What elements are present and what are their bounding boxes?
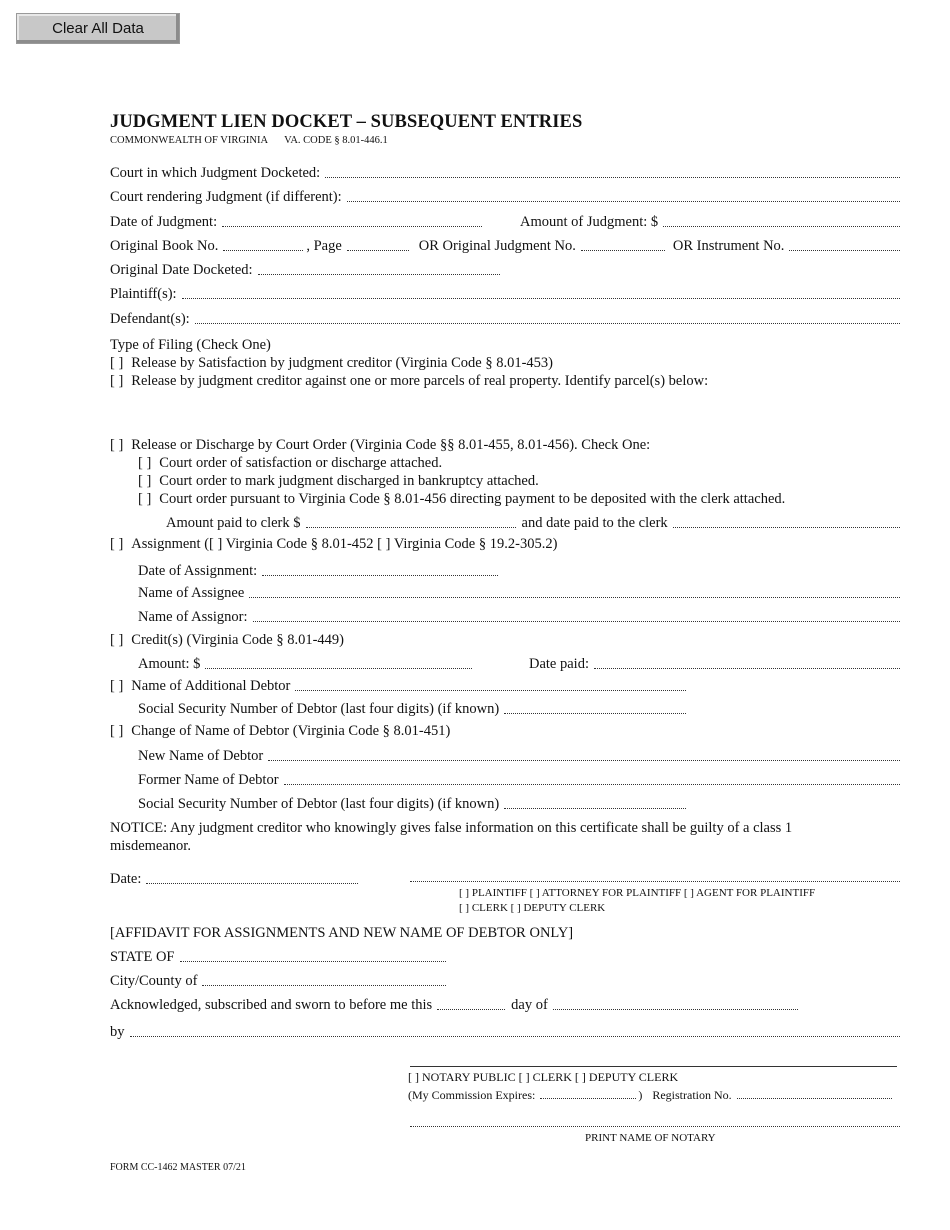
city-county-row xyxy=(110,973,446,990)
by-field[interactable] xyxy=(130,1033,901,1037)
date-paid-row xyxy=(529,656,900,673)
signature-date-label: Date: xyxy=(110,871,142,887)
city-county-field[interactable] xyxy=(202,982,446,986)
day-of-label: day of xyxy=(511,997,548,1013)
court-order-pursuant-checkbox[interactable]: [ ] xyxy=(138,491,152,507)
commission-row xyxy=(408,1088,892,1103)
amount-field[interactable] xyxy=(205,665,472,669)
defendants-row xyxy=(110,311,900,328)
court-rendering-label: Court rendering Judgment (if different): xyxy=(110,189,342,205)
court-order-satisfaction-label: Court order of satisfaction or discharge attached. xyxy=(159,455,443,471)
registration-field[interactable] xyxy=(737,1095,892,1099)
commonwealth-label: COMMONWEALTH OF VIRGINIA xyxy=(110,135,269,146)
former-name-row xyxy=(138,772,900,789)
original-judgment-field[interactable] xyxy=(581,247,665,251)
court-docketed-row xyxy=(110,165,900,182)
page-subtitle xyxy=(110,135,388,146)
ssn-row-2 xyxy=(138,796,686,813)
commission-field[interactable] xyxy=(540,1095,636,1099)
date-paid-field[interactable] xyxy=(594,665,900,669)
court-rendering-field[interactable] xyxy=(347,198,900,202)
form-footer: FORM CC-1462 MASTER 07/21 xyxy=(110,1162,246,1173)
change-name-checkbox[interactable]: [ ] xyxy=(110,723,124,739)
court-order-bankruptcy-checkbox[interactable]: [ ] xyxy=(138,473,152,489)
name-of-assignor-row xyxy=(138,609,900,626)
signer-roles-row-1[interactable]: [ ] PLAINTIFF [ ] ATTORNEY FOR PLAINTIFF [ ] AGENT FOR PLAINTIFF xyxy=(459,887,816,899)
new-name-row xyxy=(138,748,900,765)
former-name-label: Former Name of Debtor xyxy=(138,772,279,788)
acknowledged-row xyxy=(110,997,798,1014)
date-of-judgment-field[interactable] xyxy=(222,223,482,227)
court-order-satisfaction-row xyxy=(138,455,442,472)
court-order-bankruptcy-label: Court order to mark judgment discharged in bankruptcy attached. xyxy=(159,473,539,489)
court-order-pursuant-row xyxy=(138,491,785,508)
clear-all-data-button[interactable]: Clear All Data xyxy=(16,13,180,44)
release-satisfaction-row xyxy=(110,355,553,372)
court-docketed-label: Court in which Judgment Docketed: xyxy=(110,165,321,181)
date-paid-clerk-field[interactable] xyxy=(673,524,900,528)
amount-of-judgment-row xyxy=(520,214,900,231)
plaintiffs-label: Plaintiff(s): xyxy=(110,286,177,302)
date-paid-label: Date paid: xyxy=(529,656,589,672)
court-order-satisfaction-checkbox[interactable]: [ ] xyxy=(138,455,152,471)
page-title: JUDGMENT LIEN DOCKET – SUBSEQUENT ENTRIES xyxy=(110,112,583,132)
affidavit-heading: [AFFIDAVIT FOR ASSIGNMENTS AND NEW NAME OF DEBTOR ONLY] xyxy=(110,925,574,941)
notice-line-2: misdemeanor. xyxy=(110,838,191,854)
page-field[interactable] xyxy=(347,247,409,251)
by-label: by xyxy=(110,1024,125,1040)
assignment-checkbox[interactable]: [ ] xyxy=(110,536,124,552)
original-date-docketed-label: Original Date Docketed: xyxy=(110,262,253,278)
original-book-field[interactable] xyxy=(223,247,303,251)
notary-roles[interactable]: [ ] NOTARY PUBLIC [ ] CLERK [ ] DEPUTY CLERK xyxy=(408,1070,679,1084)
additional-debtor-checkbox[interactable]: [ ] xyxy=(110,678,124,694)
state-of-label: STATE OF xyxy=(110,949,175,965)
notary-signature-line[interactable] xyxy=(410,1066,897,1067)
registration-label: Registration No. xyxy=(652,1088,732,1102)
ssn-row-1 xyxy=(138,701,686,718)
assignment-label: Assignment ([ ] Virginia Code § 8.01-452 [ ] Virginia Code § 19.2-305.2) xyxy=(131,536,558,552)
commission-close: ) xyxy=(638,1088,643,1102)
instrument-field[interactable] xyxy=(789,247,900,251)
release-satisfaction-checkbox[interactable]: [ ] xyxy=(110,355,124,371)
filing-heading: Type of Filing (Check One) xyxy=(110,337,271,353)
amount-paid-clerk-field[interactable] xyxy=(306,524,516,528)
city-county-label: City/County of xyxy=(110,973,198,989)
credits-row xyxy=(110,632,344,649)
date-of-judgment-row xyxy=(110,214,482,231)
acknowledged-label: Acknowledged, subscribed and sworn to before me this xyxy=(110,997,433,1013)
original-date-docketed-field[interactable] xyxy=(258,271,500,275)
acknowledged-day-field[interactable] xyxy=(437,1006,505,1010)
by-row xyxy=(110,1024,900,1041)
release-parcels-label: Release by judgment creditor against one or more parcels of real property. Identify parcel(s) below: xyxy=(131,373,709,389)
notary-name-line[interactable] xyxy=(410,1126,900,1127)
ssn-field-2[interactable] xyxy=(504,805,686,809)
credits-checkbox[interactable]: [ ] xyxy=(110,632,124,648)
code-label: VA. CODE § 8.01-446.1 xyxy=(284,135,388,146)
date-of-judgment-label: Date of Judgment: xyxy=(110,214,218,230)
amount-of-judgment-field[interactable] xyxy=(663,223,900,227)
release-satisfaction-label: Release by Satisfaction by judgment creditor (Virginia Code § 8.01-453) xyxy=(131,355,553,371)
signature-line[interactable] xyxy=(410,881,900,882)
name-of-assignor-field[interactable] xyxy=(253,618,900,622)
release-parcels-checkbox[interactable]: [ ] xyxy=(110,373,124,389)
additional-debtor-row xyxy=(110,678,686,695)
original-book-row xyxy=(110,238,900,255)
ssn-label-1: Social Security Number of Debtor (last four digits) (if known) xyxy=(138,701,500,717)
amount-paid-clerk-label: Amount paid to clerk $ xyxy=(166,515,301,531)
court-rendering-row xyxy=(110,189,900,206)
acknowledged-month-field[interactable] xyxy=(553,1006,798,1010)
ssn-label-2: Social Security Number of Debtor (last four digits) (if known) xyxy=(138,796,500,812)
name-of-assignee-row xyxy=(138,585,900,602)
change-name-label: Change of Name of Debtor (Virginia Code § 8.01-451) xyxy=(131,723,451,739)
signer-roles-row-2[interactable]: [ ] CLERK [ ] DEPUTY CLERK xyxy=(459,902,606,914)
change-name-row xyxy=(110,723,450,740)
print-name-label: PRINT NAME OF NOTARY xyxy=(585,1132,716,1144)
ssn-field-1[interactable] xyxy=(504,710,686,714)
additional-debtor-field[interactable] xyxy=(295,687,686,691)
release-court-order-row xyxy=(110,437,650,454)
page-label: , Page xyxy=(306,238,342,254)
name-of-assignee-field[interactable] xyxy=(249,594,900,598)
state-of-field[interactable] xyxy=(180,958,447,962)
court-order-pursuant-label: Court order pursuant to Virginia Code § 8.01-456 directing payment to be deposited with the clerk attached. xyxy=(159,491,786,507)
amount-of-judgment-label: Amount of Judgment: $ xyxy=(520,214,659,230)
state-of-row xyxy=(110,949,446,966)
date-of-assignment-row xyxy=(138,563,498,580)
assignment-row xyxy=(110,536,557,553)
original-judgment-label: OR Original Judgment No. xyxy=(418,238,576,254)
defendants-label: Defendant(s): xyxy=(110,311,190,327)
credits-label: Credit(s) (Virginia Code § 8.01-449) xyxy=(131,632,344,648)
amount-label: Amount: $ xyxy=(138,656,201,672)
signature-date-field[interactable] xyxy=(146,880,358,884)
original-book-label: Original Book No. xyxy=(110,238,219,254)
release-parcels-row xyxy=(110,373,708,390)
original-date-docketed-row xyxy=(110,262,500,279)
name-of-assignor-label: Name of Assignor: xyxy=(138,609,248,625)
date-paid-clerk-label: and date paid to the clerk xyxy=(521,515,668,531)
release-court-order-checkbox[interactable]: [ ] xyxy=(110,437,124,453)
signature-date-row xyxy=(110,871,358,888)
notice-line-1: NOTICE: Any judgment creditor who knowingly gives false information on this certificate shall be guilty of a class 1 xyxy=(110,820,793,836)
instrument-label: OR Instrument No. xyxy=(672,238,785,254)
amount-paid-clerk-row xyxy=(166,515,900,532)
plaintiffs-field[interactable] xyxy=(182,295,900,299)
date-of-assignment-label: Date of Assignment: xyxy=(138,563,258,579)
court-order-bankruptcy-row xyxy=(138,473,539,490)
new-name-label: New Name of Debtor xyxy=(138,748,264,764)
date-of-assignment-field[interactable] xyxy=(262,572,498,576)
plaintiffs-row xyxy=(110,286,900,303)
amount-row xyxy=(138,656,472,673)
new-name-field[interactable] xyxy=(268,757,900,761)
release-court-order-label: Release or Discharge by Court Order (Virginia Code §§ 8.01-455, 8.01-456). Check One: xyxy=(131,437,651,453)
court-docketed-field[interactable] xyxy=(325,174,900,178)
name-of-assignee-label: Name of Assignee xyxy=(138,585,245,601)
additional-debtor-label: Name of Additional Debtor xyxy=(131,678,291,694)
former-name-field[interactable] xyxy=(284,781,900,785)
commission-label: (My Commission Expires: xyxy=(408,1088,536,1102)
defendants-field[interactable] xyxy=(195,320,900,324)
